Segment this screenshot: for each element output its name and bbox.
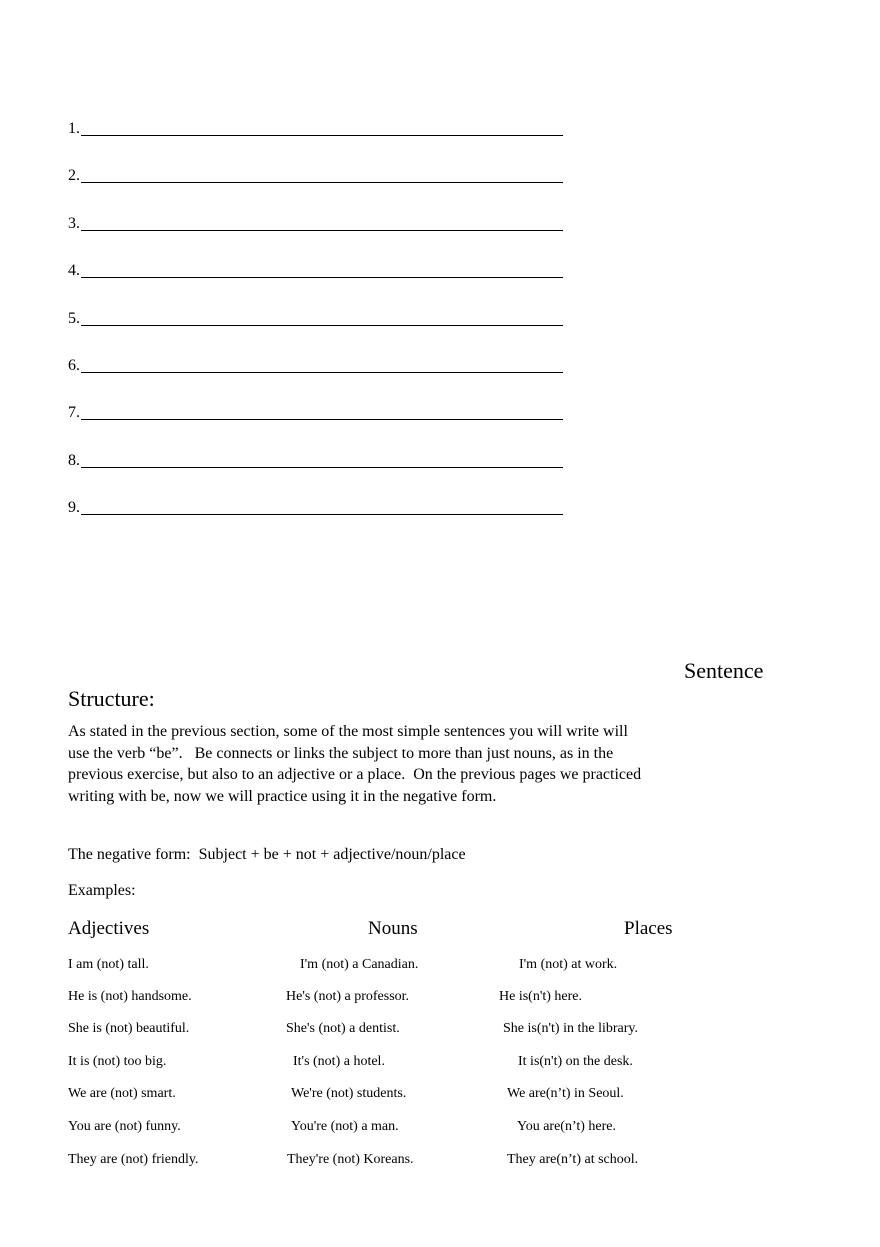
underline xyxy=(81,419,563,420)
example-adjective: It is (not) too big. xyxy=(68,1054,167,1069)
negative-form-rule: The negative form: Subject + be + not + adjective/noun/place xyxy=(68,846,466,863)
column-header-nouns: Nouns xyxy=(368,918,418,939)
column-header-places: Places xyxy=(624,918,673,939)
line-number: 2. xyxy=(68,167,80,184)
writing-line-7[interactable] xyxy=(68,399,563,421)
underline xyxy=(81,325,563,326)
example-adjective: She is (not) beautiful. xyxy=(68,1021,190,1036)
example-place: I'm (not) at work. xyxy=(519,957,618,972)
column-header-adjectives: Adjectives xyxy=(68,918,150,939)
intro-paragraph: As stated in the previous section, some of the most simple sentences you will write will use the verb “be”. Be connects or links the subject to more than just nouns, as in the previous exercise, but also to an adjective or a place. On the previous pages we practiced writing with be, now we will practice using it in the negative form. xyxy=(68,723,642,805)
writing-line-9[interactable] xyxy=(68,494,563,516)
line-number: 6. xyxy=(68,357,80,374)
writing-line-4[interactable] xyxy=(68,257,563,279)
example-place: It is(n't) on the desk. xyxy=(518,1054,633,1069)
example-place: He is(n't) here. xyxy=(499,989,582,1004)
writing-line-1[interactable] xyxy=(68,115,563,137)
line-number: 5. xyxy=(68,310,80,327)
example-place: You are(n’t) here. xyxy=(517,1119,617,1134)
writing-line-8[interactable] xyxy=(68,447,563,469)
examples-label: Examples: xyxy=(68,882,136,899)
underline xyxy=(81,277,563,278)
example-noun: He's (not) a professor. xyxy=(286,989,410,1004)
writing-line-3[interactable] xyxy=(68,210,563,232)
example-noun: It's (not) a hotel. xyxy=(293,1054,385,1069)
example-place: We are(n’t) in Seoul. xyxy=(507,1086,624,1101)
example-adjective: You are (not) funny. xyxy=(68,1119,181,1134)
underline xyxy=(81,372,563,373)
underline xyxy=(81,135,563,136)
writing-line-6[interactable] xyxy=(68,352,563,374)
writing-line-2[interactable] xyxy=(68,162,563,184)
line-number: 4. xyxy=(68,262,80,279)
line-number: 9. xyxy=(68,499,80,516)
heading-structure: Structure: xyxy=(68,686,155,711)
example-noun: I'm (not) a Canadian. xyxy=(300,957,419,972)
heading-sentence: Sentence xyxy=(684,658,764,683)
line-number: 7. xyxy=(68,404,80,421)
example-adjective: He is (not) handsome. xyxy=(68,989,192,1004)
example-place: She is(n't) in the library. xyxy=(503,1021,638,1036)
example-adjective: They are (not) friendly. xyxy=(68,1152,199,1167)
example-noun: You're (not) a man. xyxy=(291,1119,399,1134)
example-noun: She's (not) a dentist. xyxy=(286,1021,400,1036)
example-place: They are(n’t) at school. xyxy=(507,1152,639,1167)
underline xyxy=(81,182,563,183)
example-adjective: I am (not) tall. xyxy=(68,957,149,972)
line-number: 1. xyxy=(68,120,80,137)
underline xyxy=(81,467,563,468)
underline xyxy=(81,230,563,231)
writing-line-5[interactable] xyxy=(68,305,563,327)
example-noun: We're (not) students. xyxy=(291,1086,407,1101)
line-number: 8. xyxy=(68,452,80,469)
underline xyxy=(81,514,563,515)
line-number: 3. xyxy=(68,215,80,232)
example-adjective: We are (not) smart. xyxy=(68,1086,176,1101)
example-noun: They're (not) Koreans. xyxy=(287,1152,414,1167)
